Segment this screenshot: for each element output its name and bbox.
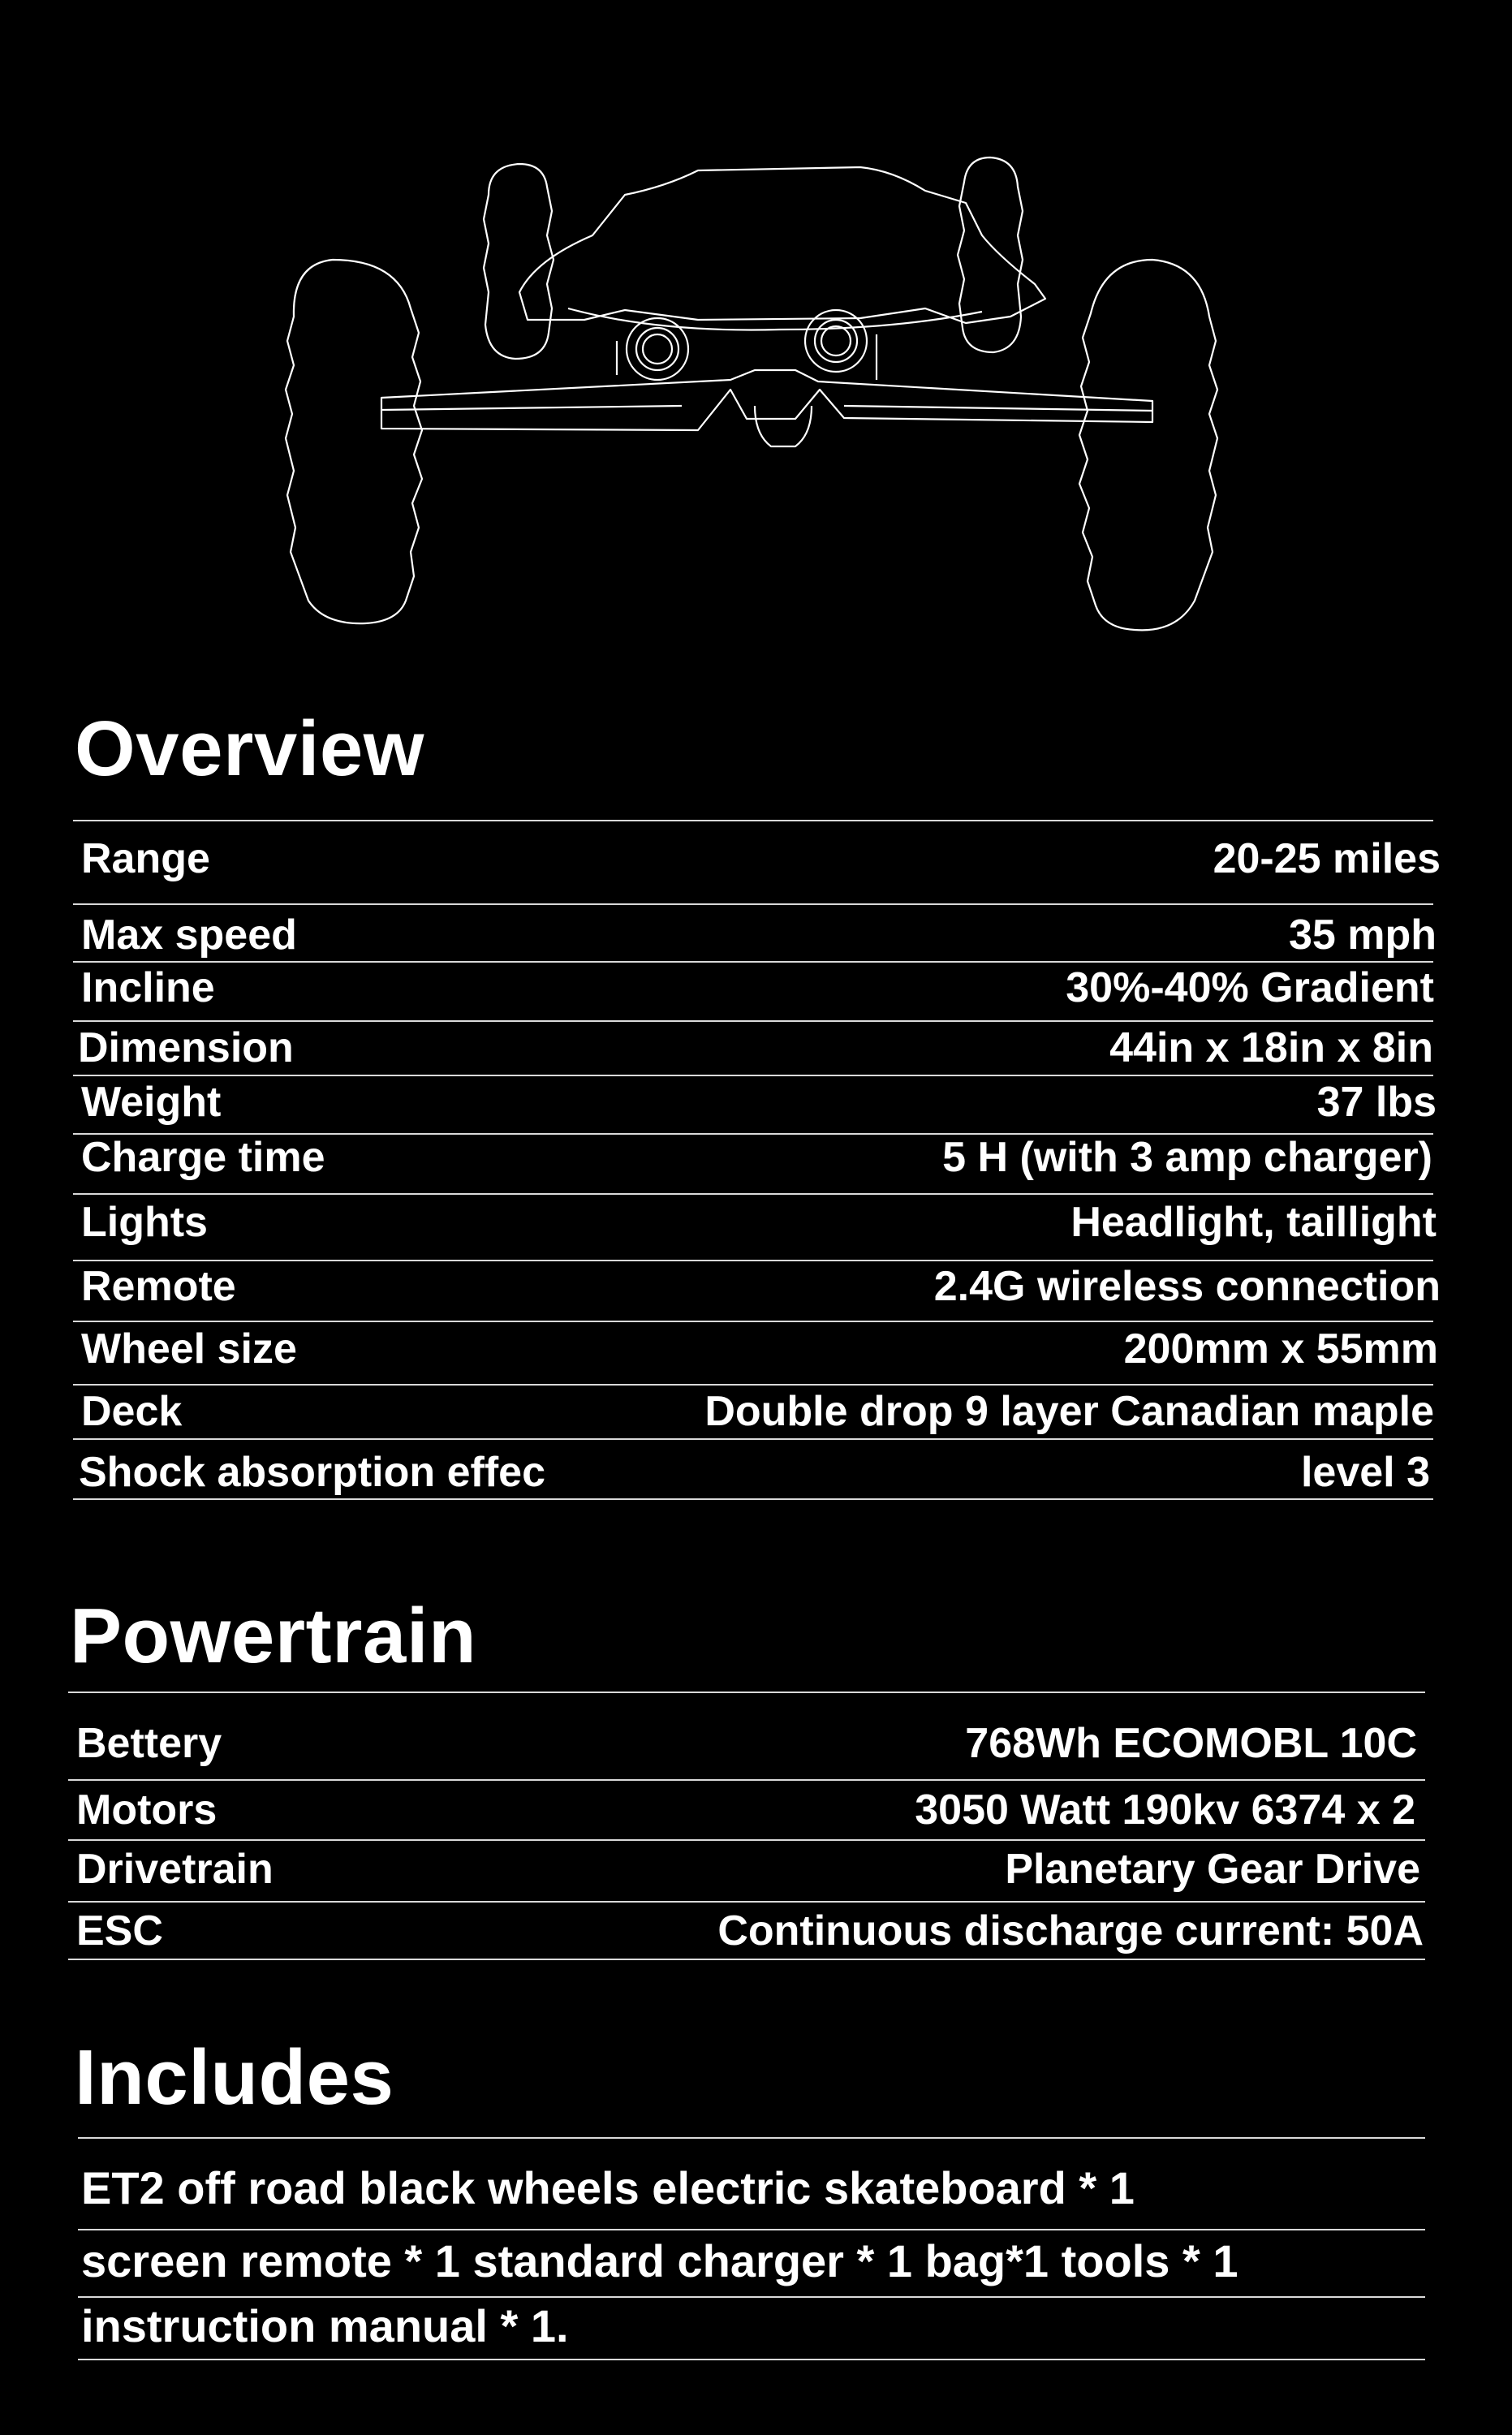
row-divider (73, 1193, 1433, 1195)
row-divider (68, 1839, 1425, 1841)
row-divider (68, 1959, 1425, 1960)
spec-value: 20-25 miles (1213, 835, 1441, 882)
spec-value: Planetary Gear Drive (1005, 1846, 1420, 1893)
includes-line: screen remote * 1 standard charger * 1 bag*1 tools * 1 (81, 2235, 1238, 2286)
skateboard-illustration (276, 146, 1250, 649)
row-divider (73, 1384, 1433, 1386)
row-divider (73, 1075, 1433, 1076)
powertrain-heading: Powertrain (70, 1592, 477, 1679)
truck-icon (381, 370, 1152, 430)
includes-top-rule (78, 2137, 1425, 2139)
row-divider (68, 1901, 1425, 1903)
spec-value: level 3 (1300, 1449, 1430, 1496)
spec-label: Bettery (76, 1720, 222, 1767)
left-wheel-icon (286, 260, 422, 623)
includes-heading: Includes (75, 2034, 394, 2121)
spec-value: Double drop 9 layer Canadian maple (704, 1388, 1434, 1435)
spec-label: Dimension (78, 1024, 294, 1071)
overview-heading: Overview (75, 705, 424, 792)
powertrain-top-rule (68, 1692, 1425, 1693)
row-divider (73, 1438, 1433, 1440)
spec-label: Incline (81, 964, 215, 1011)
includes-line: ET2 off road black wheels electric skateboard * 1 (81, 2162, 1135, 2213)
spec-label: Drivetrain (76, 1846, 274, 1893)
spec-label: Shock absorption effec (79, 1449, 545, 1496)
spec-label: ESC (76, 1907, 163, 1954)
row-divider (78, 2229, 1425, 2230)
row-divider (78, 2359, 1425, 2360)
spec-label: Weight (81, 1079, 222, 1126)
spec-label: Deck (81, 1388, 183, 1435)
spec-label: Charge time (81, 1134, 325, 1181)
overview-top-rule (73, 820, 1433, 821)
spec-value: 5 H (with 3 amp charger) (942, 1134, 1432, 1181)
spec-label: Max speed (81, 912, 297, 959)
row-divider (68, 1779, 1425, 1781)
spec-value: 2.4G wireless connection (933, 1263, 1441, 1310)
spec-label: Lights (81, 1199, 208, 1246)
row-divider (78, 2296, 1425, 2298)
spec-value: Continuous discharge current: 50A (717, 1907, 1424, 1954)
row-divider (73, 1321, 1433, 1322)
spec-label: Motors (76, 1786, 218, 1834)
spec-label: Wheel size (81, 1325, 297, 1373)
rear-left-wheel-icon (484, 164, 554, 359)
row-divider (73, 961, 1433, 963)
spec-value: 768Wh ECOMOBL 10C (965, 1720, 1417, 1767)
row-divider (73, 1498, 1433, 1500)
row-divider (73, 903, 1433, 905)
includes-line: instruction manual * 1. (81, 2300, 569, 2351)
deck-icon (519, 167, 1045, 323)
row-divider (73, 1020, 1433, 1022)
spec-value: Headlight, taillight (1070, 1199, 1437, 1246)
spec-label: Range (81, 835, 210, 882)
spec-value: 37 lbs (1316, 1079, 1437, 1126)
spec-value: 30%-40% Gradient (1066, 964, 1434, 1011)
right-wheel-icon (1079, 260, 1217, 630)
spec-value: 35 mph (1288, 912, 1437, 959)
spec-label: Remote (81, 1263, 236, 1310)
spec-value: 200mm x 55mm (1123, 1325, 1438, 1373)
spec-value: 44in x 18in x 8in (1109, 1024, 1433, 1071)
row-divider (73, 1260, 1433, 1261)
spec-value: 3050 Watt 190kv 6374 x 2 (915, 1786, 1415, 1834)
